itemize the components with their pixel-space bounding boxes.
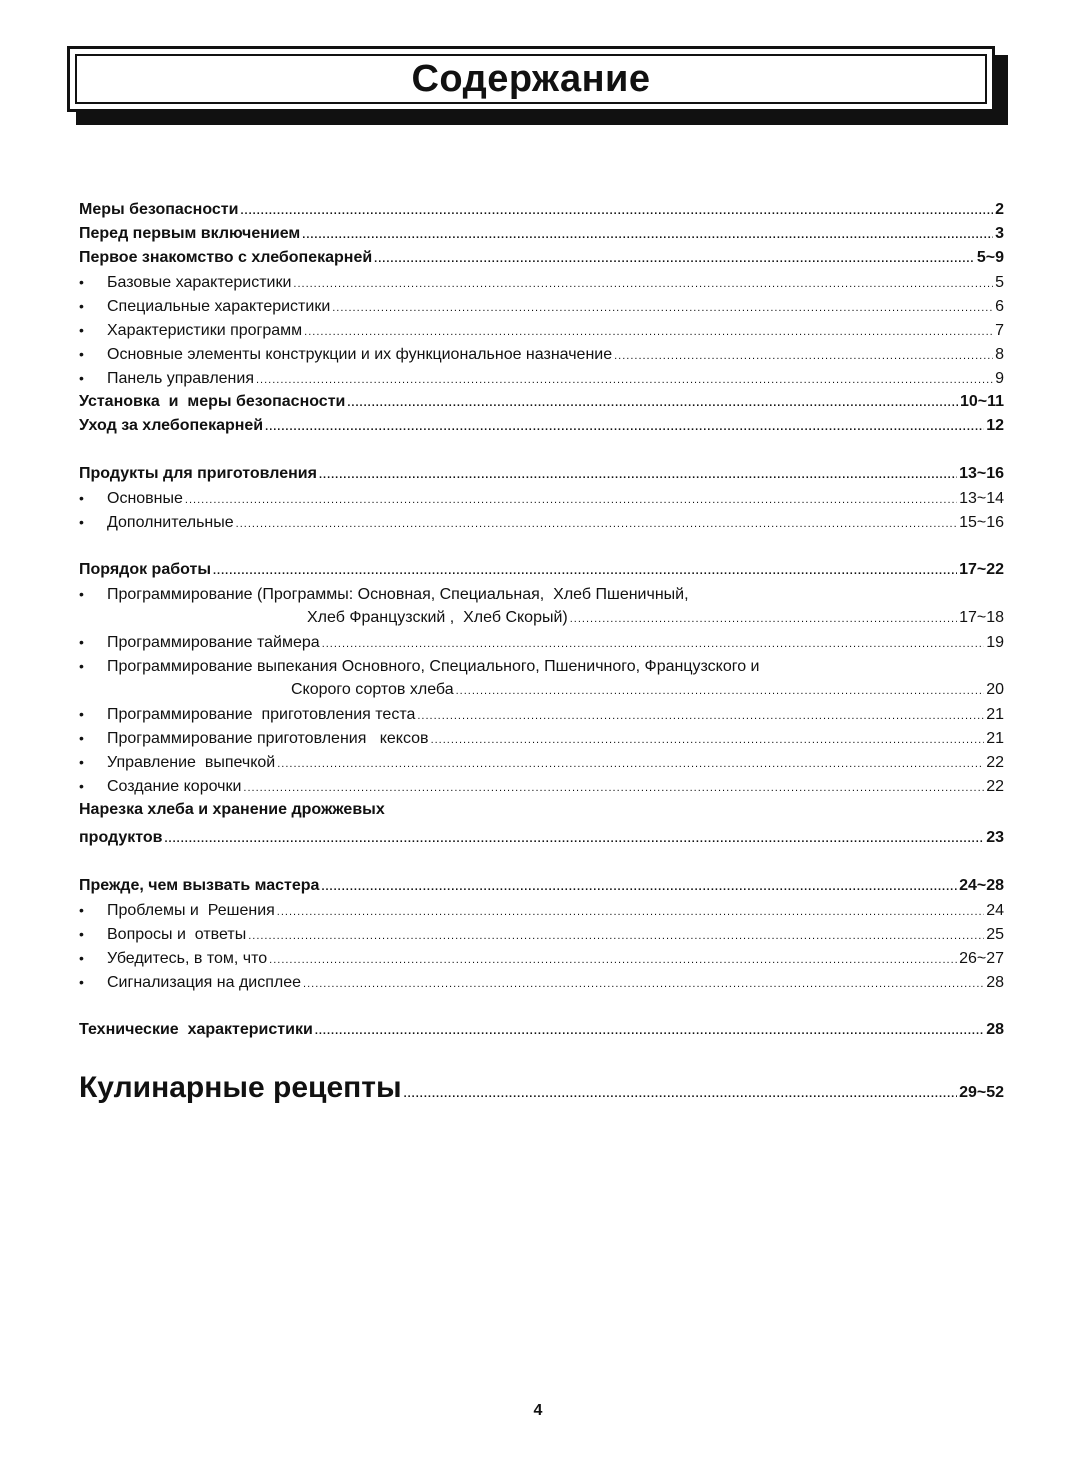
toc-label: Дополнительные — [107, 514, 234, 531]
table-of-contents — [79, 198, 1004, 1110]
toc-page: 17~22 — [959, 561, 1004, 578]
toc-label: Прежде, чем вызвать мастера — [79, 877, 320, 894]
toc-label: Кулинарные рецепты — [79, 1071, 402, 1104]
toc-subentry[interactable] — [79, 750, 1004, 774]
toc-page: 25 — [986, 926, 1004, 943]
toc-subentry[interactable] — [79, 970, 1004, 994]
toc-subentry[interactable] — [79, 342, 1004, 366]
dot-leader — [277, 752, 984, 776]
toc-subentry[interactable] — [79, 702, 1004, 726]
dot-leader — [240, 199, 993, 223]
dot-leader — [303, 972, 984, 996]
toc-page: 22 — [986, 754, 1004, 771]
toc-subentry[interactable] — [79, 294, 1004, 318]
toc-label: Проблемы и Решения — [107, 902, 275, 919]
toc-page: 22 — [986, 778, 1004, 795]
dot-leader — [417, 704, 984, 728]
spacer — [79, 438, 1004, 462]
toc-page: 26~27 — [959, 950, 1004, 967]
toc-page: 24~28 — [959, 877, 1004, 894]
toc-subentry-continuation[interactable] — [79, 678, 1004, 702]
toc-label: Основные — [107, 490, 183, 507]
toc-page: 8 — [995, 346, 1004, 363]
title-frame — [67, 46, 1007, 123]
toc-label: Программирование приготовления кексов — [107, 730, 429, 747]
title-box — [67, 46, 995, 112]
toc-label: Порядок работы — [79, 561, 211, 578]
toc-subentry[interactable] — [79, 270, 1004, 294]
toc-label: Убедитесь, в том, что — [107, 950, 268, 967]
toc-page: 29~52 — [959, 1084, 1004, 1101]
toc-page: 9 — [995, 370, 1004, 387]
toc-subentry[interactable] — [79, 774, 1004, 798]
dot-leader — [293, 272, 993, 296]
toc-label: Хлеб Французский , Хлеб Скорый) — [307, 609, 568, 626]
toc-page: 24 — [986, 902, 1004, 919]
toc-label: Продукты для приготовления — [79, 465, 317, 482]
toc-label: Характеристики программ — [107, 322, 303, 339]
bullet-icon: • — [79, 706, 84, 722]
dot-leader — [265, 415, 984, 439]
dot-leader — [322, 632, 985, 656]
toc-page: 21 — [986, 706, 1004, 723]
toc-label: Программирование таймера — [107, 634, 320, 651]
bullet-icon: • — [79, 322, 84, 338]
bullet-icon: • — [79, 370, 84, 386]
toc-subentry[interactable] — [79, 654, 1004, 678]
toc-page: 28 — [986, 1021, 1004, 1038]
toc-page: 17~18 — [959, 609, 1004, 626]
dot-leader — [304, 320, 993, 344]
spacer — [79, 1042, 1004, 1066]
toc-entry[interactable] — [79, 1018, 1004, 1042]
toc-label: Первое знакомство с хлебопекарней — [79, 249, 373, 266]
dot-leader — [213, 559, 957, 583]
toc-entry[interactable] — [79, 198, 1004, 222]
spacer — [79, 534, 1004, 558]
dot-leader — [319, 463, 957, 487]
dot-leader — [374, 247, 975, 271]
bullet-icon: • — [79, 730, 84, 746]
bullet-icon: • — [79, 658, 84, 674]
toc-subentry[interactable] — [79, 726, 1004, 750]
toc-subentry[interactable] — [79, 630, 1004, 654]
page-title: Содержание — [411, 57, 651, 100]
dot-leader — [243, 776, 984, 800]
toc-entry-recipes[interactable] — [79, 1066, 1004, 1110]
toc-page: 3 — [995, 225, 1004, 242]
toc-entry-continuation[interactable] — [79, 826, 1004, 850]
toc-subentry[interactable] — [79, 946, 1004, 970]
toc-label: Программирование выпекания Основного, Специального, Пшеничного, Французского и — [107, 658, 760, 675]
toc-page: 7 — [995, 322, 1004, 339]
toc-page: 6 — [995, 298, 1004, 315]
dot-leader — [332, 296, 993, 320]
toc-subentry[interactable] — [79, 366, 1004, 390]
bullet-icon: • — [79, 634, 84, 650]
dot-leader — [614, 344, 993, 368]
dot-leader — [347, 391, 958, 415]
toc-label: Нарезка хлеба и хранение дрожжевых — [79, 801, 385, 818]
toc-page: 15~16 — [959, 514, 1004, 531]
bullet-icon: • — [79, 298, 84, 314]
toc-entry[interactable] — [79, 246, 1004, 270]
toc-page: 10~11 — [959, 393, 1004, 410]
toc-label: Основные элементы конструкции и их функциональное назначение — [107, 346, 613, 363]
page-number: 4 — [533, 1402, 543, 1419]
toc-label: Меры безопасности — [79, 201, 239, 218]
toc-label: продуктов — [79, 829, 163, 846]
toc-page: 19 — [986, 634, 1004, 651]
toc-page: 5 — [995, 274, 1004, 291]
toc-label: Вопросы и ответы — [107, 926, 247, 943]
dot-leader — [248, 924, 984, 948]
bullet-icon: • — [79, 586, 84, 602]
title-inner-border — [75, 54, 987, 104]
toc-label: Специальные характеристики — [107, 298, 331, 315]
bullet-icon: • — [79, 346, 84, 362]
dot-leader — [321, 875, 957, 899]
toc-label: Программирование (Программы: Основная, Специальная, Хлеб Пшеничный, — [107, 586, 689, 603]
toc-page: 23 — [986, 829, 1004, 846]
dot-leader — [236, 512, 957, 536]
dot-leader — [185, 488, 957, 512]
bullet-icon: • — [79, 926, 84, 942]
toc-entry[interactable] — [79, 390, 1004, 414]
bullet-icon: • — [79, 974, 84, 990]
dot-leader — [302, 223, 993, 247]
bullet-icon: • — [79, 902, 84, 918]
toc-subentry[interactable] — [79, 510, 1004, 534]
toc-page: 13~14 — [959, 490, 1004, 507]
toc-page: 5~9 — [976, 249, 1004, 266]
dot-leader — [269, 948, 957, 972]
dot-leader — [456, 679, 985, 703]
toc-label: Скорого сортов хлеба — [291, 681, 454, 698]
toc-label: Установка и меры безопасности — [79, 393, 346, 410]
dot-leader — [277, 900, 984, 924]
toc-label: Создание корочки — [107, 778, 242, 795]
toc-subentry[interactable] — [79, 922, 1004, 946]
toc-entry[interactable] — [79, 414, 1004, 438]
toc-label: Сигнализация на дисплее — [107, 974, 302, 991]
toc-label: Технические характеристики — [79, 1021, 313, 1038]
toc-page: 28 — [986, 974, 1004, 991]
toc-subentry[interactable] — [79, 486, 1004, 510]
bullet-icon: • — [79, 514, 84, 530]
toc-subentry[interactable] — [79, 898, 1004, 922]
dot-leader — [431, 728, 985, 752]
toc-label: Базовые характеристики — [107, 274, 292, 291]
toc-label: Панель управления — [107, 370, 254, 387]
bullet-icon: • — [79, 754, 84, 770]
toc-subentry[interactable] — [79, 582, 1004, 606]
toc-entry[interactable] — [79, 558, 1004, 582]
toc-label: Управление выпечкой — [107, 754, 276, 771]
spacer — [79, 994, 1004, 1018]
dot-leader — [256, 368, 993, 392]
toc-page: 21 — [986, 730, 1004, 747]
bullet-icon: • — [79, 778, 84, 794]
dot-leader — [570, 607, 957, 631]
toc-page: 20 — [986, 681, 1004, 698]
toc-label: Уход за хлебопекарней — [79, 417, 264, 434]
toc-entry[interactable] — [79, 798, 1004, 822]
toc-entry[interactable] — [79, 462, 1004, 486]
dot-leader — [404, 1072, 958, 1116]
toc-page: 13~16 — [959, 465, 1004, 482]
bullet-icon: • — [79, 490, 84, 506]
dot-leader — [315, 1019, 984, 1043]
bullet-icon: • — [79, 274, 84, 290]
toc-label: Программирование приготовления теста — [107, 706, 416, 723]
toc-entry[interactable] — [79, 874, 1004, 898]
toc-page: 2 — [995, 201, 1004, 218]
dot-leader — [165, 827, 985, 851]
spacer — [79, 850, 1004, 874]
toc-page: 12 — [986, 417, 1004, 434]
toc-subentry[interactable] — [79, 318, 1004, 342]
toc-entry[interactable] — [79, 222, 1004, 246]
toc-label: Перед первым включением — [79, 225, 301, 242]
toc-subentry-continuation[interactable] — [79, 606, 1004, 630]
bullet-icon: • — [79, 950, 84, 966]
